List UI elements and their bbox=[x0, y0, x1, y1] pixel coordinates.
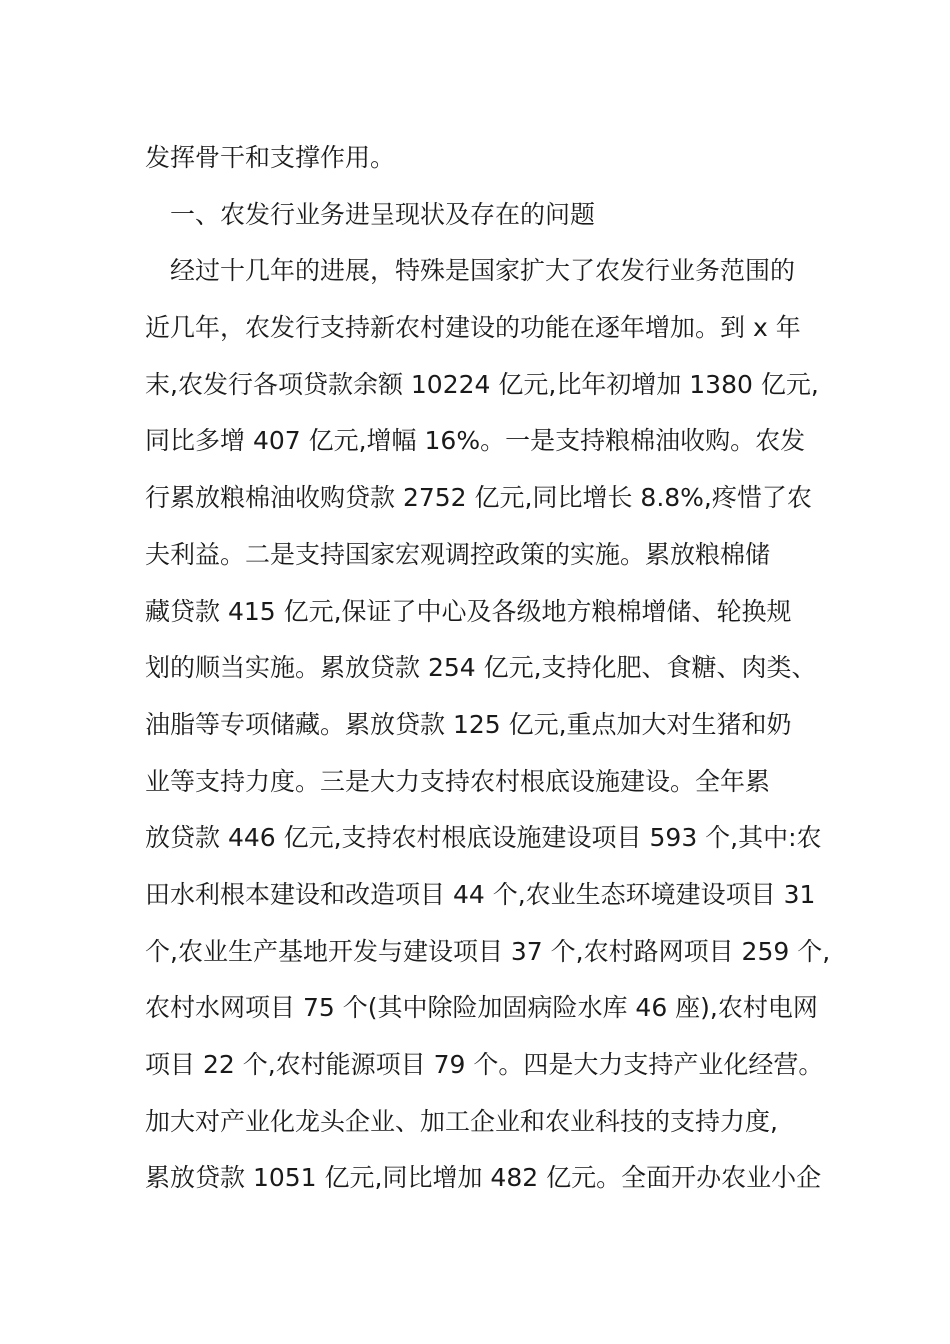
text-line-11: 油脂等专项储藏。累放贷款 125 亿元,重点加大对生猪和奶 bbox=[145, 709, 792, 739]
text-line-4: 近几年，农发行支持新农村建设的功能在逐年增加。到 x 年 bbox=[145, 313, 801, 343]
text-line-1: 发挥骨干和支撑作用。 bbox=[145, 143, 396, 172]
text-line-13: 放贷款 446 亿元,支持农村根底设施建设项目 593 个,其中:农 bbox=[145, 823, 822, 853]
text-line-7: 行累放粮棉油收购贷款 2752 亿元,同比增长 8.8%,疼惜了农 bbox=[145, 483, 812, 513]
text-line-12: 业等支持力度。三是大力支持农村根底设施建设。全年累 bbox=[145, 766, 771, 796]
text-line-6: 同比多增 407 亿元,增幅 16%。一是支持粮棉油收购。农发 bbox=[145, 426, 806, 456]
text-line-16: 农村水网项目 75 个(其中除险加固病险水库 46 座),农村电网 bbox=[145, 993, 818, 1023]
body-text bbox=[145, 130, 835, 1207]
section-heading: 一、农发行业务进呈现状及存在的问题 bbox=[170, 199, 596, 229]
text-line-5: 末,农发行各项贷款余额 10224 亿元,比年初增加 1380 亿元, bbox=[145, 369, 819, 399]
text-line-15: 个,农业生产基地开发与建设项目 37 个,农村路网项目 259 个, bbox=[145, 936, 831, 966]
text-line-10: 划的顺当实施。累放贷款 254 亿元,支持化肥、食糖、肉类、 bbox=[145, 653, 817, 683]
text-line-8: 夫利益。二是支持国家宏观调控政策的实施。累放粮棉储 bbox=[145, 539, 771, 569]
text-line-14: 田水利根本建设和改造项目 44 个,农业生态环境建设项目 31 bbox=[145, 879, 816, 909]
text-line-17: 项目 22 个,农村能源项目 79 个。四是大力支持产业化经营。 bbox=[145, 1050, 824, 1079]
text-line-9: 藏贷款 415 亿元,保证了中心及各级地方粮棉增储、轮换规 bbox=[145, 596, 792, 626]
text-line-3: 经过十几年的进展，特殊是国家扩大了农发行业务范围的 bbox=[170, 256, 796, 286]
text-line-19: 累放贷款 1051 亿元,同比增加 482 亿元。全面开办农业小企 bbox=[145, 1163, 822, 1193]
text-line-18: 加大对产业化龙头企业、加工企业和农业科技的支持力度, bbox=[145, 1106, 778, 1136]
